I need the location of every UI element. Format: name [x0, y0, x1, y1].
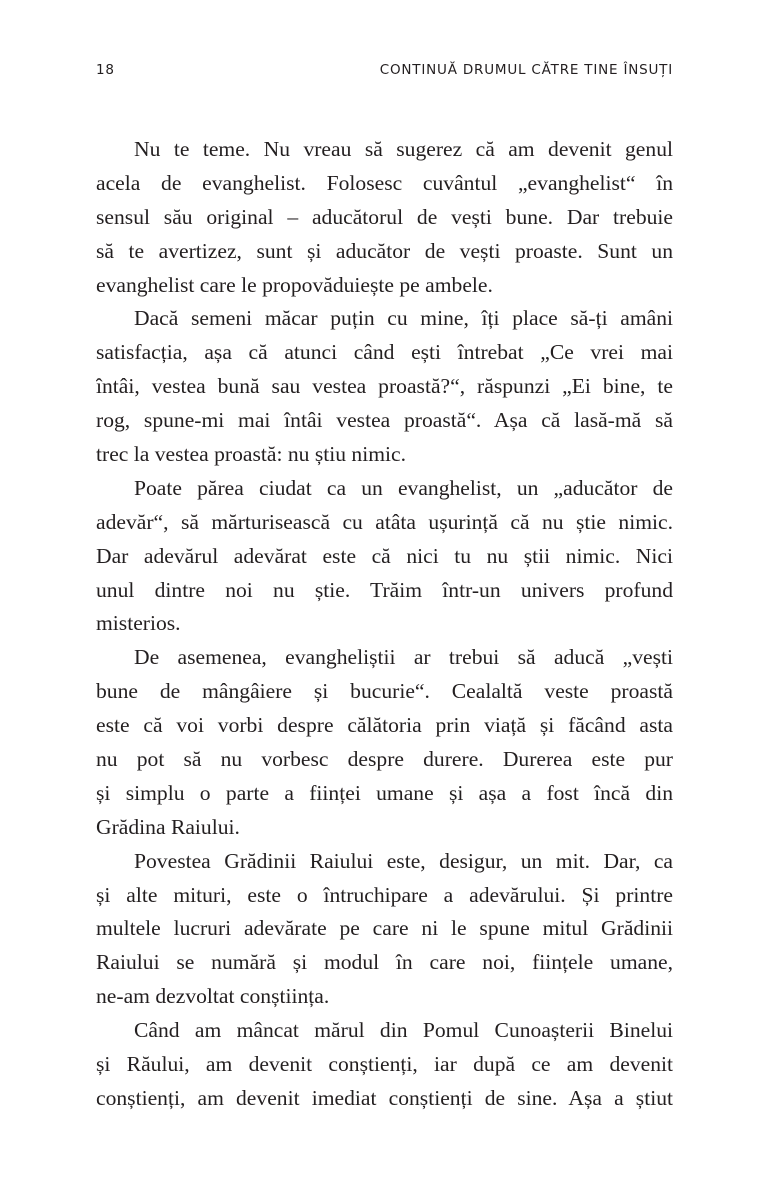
paragraph [96, 845, 673, 1014]
text-line: nu pot să nu vorbesc despre durere. Durerea este pur [96, 747, 673, 772]
text-line: satisfacția, așa că atunci când ești întrebat „Ce vrei mai [96, 340, 673, 365]
text-line: evanghelist care le propovăduiește pe ambele. [96, 272, 493, 297]
text-line: Poate părea ciudat ca un evanghelist, un „aducător de [134, 475, 673, 500]
paragraph [96, 472, 673, 641]
text-line: conștienți, am devenit imediat conștienți de sine. Așa a știut [96, 1085, 673, 1110]
text-line: și simplu o parte a ființei umane și așa a fost încă din [96, 780, 673, 805]
text-line: bune de mângâiere și bucurie“. Cealaltă veste proastă [96, 679, 673, 704]
text-line: sensul său original – aducătorul de vești bune. Dar trebuie [96, 204, 673, 229]
text-line: rog, spune-mi mai întâi vestea proastă“. Așa că lasă-mă să [96, 408, 673, 433]
paragraph [96, 133, 673, 302]
text-line: și Răului, am devenit conștienți, iar după ce am devenit [96, 1052, 673, 1077]
text-line: Nu te teme. Nu vreau să sugerez că am devenit genul [134, 137, 673, 161]
text-line: trec la vestea proastă: nu știu nimic. [96, 442, 407, 467]
text-line: adevăr“, să mărturisească cu atâta ușurință că nu știe nimic. [96, 509, 673, 534]
body-text [96, 133, 673, 1116]
paragraph [96, 1014, 673, 1116]
text-line: să te avertizez, sunt și aducător de vești proaste. Sunt un [96, 238, 673, 263]
text-line: Grădina Raiului. [96, 814, 240, 839]
text-line: ne-am dezvoltat conștiința. [96, 984, 330, 1009]
text-line: Când am mâncat mărul din Pomul Cunoașterii Binelui [134, 1018, 673, 1043]
text-line: și alte mituri, este o întruchipare a adevărului. Și printre [96, 882, 673, 907]
text-line: misterios. [96, 611, 181, 636]
page-number: 18 [96, 62, 115, 78]
paragraph [96, 641, 673, 844]
running-header [96, 62, 673, 82]
text-line: Raiului se numără și modul în care noi, ființele umane, [96, 950, 673, 975]
text-line: întâi, vestea bună sau vestea proastă?“, răspunzi „Ei bine, te [96, 374, 673, 399]
text-line: Povestea Grădinii Raiului este, desigur, un mit. Dar, ca [134, 848, 673, 873]
text-line: Dacă semeni măcar puțin cu mine, îți place să-ți amâni [134, 306, 673, 331]
text-line: multele lucruri adevărate pe care ni le spune mitul Grădinii [96, 916, 673, 941]
text-line: Dar adevărul adevărat este că nici tu nu știi nimic. Nici [96, 543, 673, 568]
text-line: este că voi vorbi despre călătoria prin viață și făcând asta [96, 713, 673, 738]
text-line: De asemenea, evangheliștii ar trebui să aducă „vești [134, 645, 673, 670]
text-line: unul dintre noi nu știe. Trăim într-un univers profund [96, 577, 673, 602]
running-title: CONTINUĂ DRUMUL CĂTRE TINE ÎNSUȚI [379, 62, 673, 78]
paragraph [96, 302, 673, 471]
text-line: acela de evanghelist. Folosesc cuvântul „evanghelist“ în [96, 170, 673, 195]
